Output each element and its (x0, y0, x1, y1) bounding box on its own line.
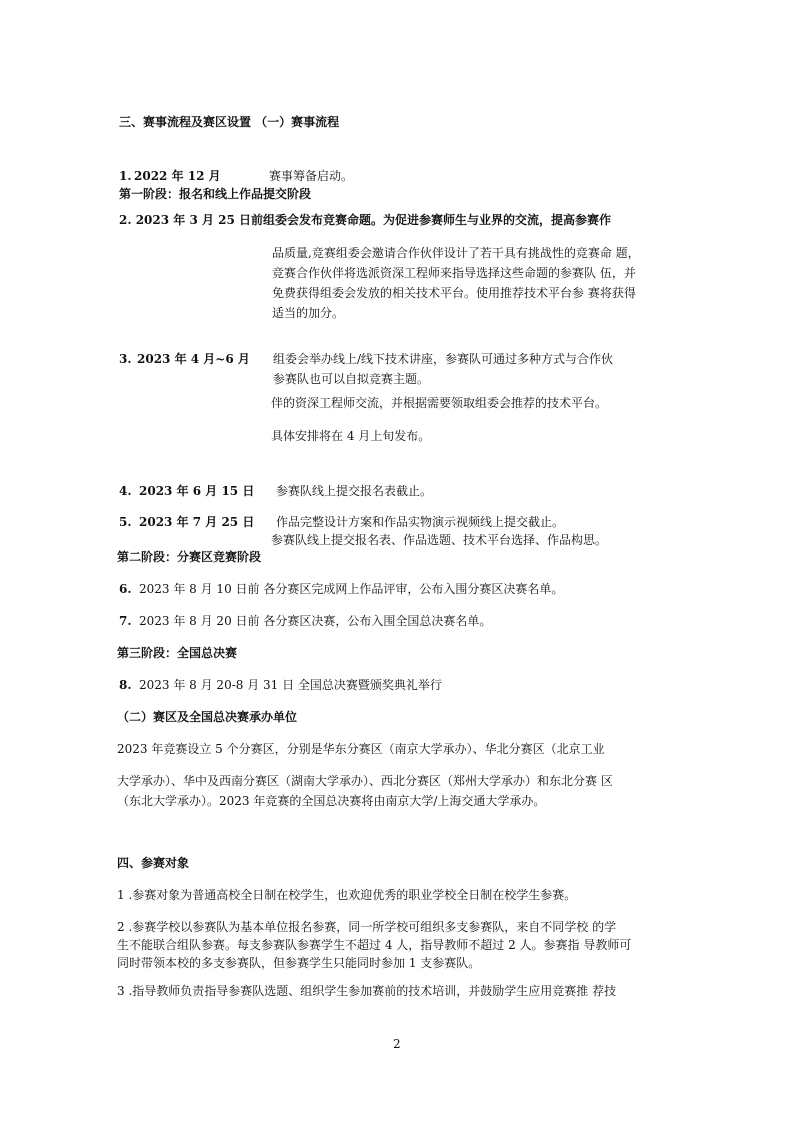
item-3-number: 3. (119, 352, 132, 366)
section-4-paragraph-3: 3 .指导教师负责指导参赛队选题、组织学生参加赛前的技术培训，并鼓励学生应用竞赛推 荐技 (117, 984, 617, 998)
item-5-line-2: 参赛队线上提交报名表、作品选题、技术平台选择、作品构思。 (271, 533, 608, 547)
item-4-number: 4. (119, 484, 132, 498)
item-5-number: 5. (119, 515, 132, 529)
stage-2-title: 第二阶段：分赛区竞赛阶段 (117, 550, 262, 564)
section-4-paragraph-2-line: 生不能联合组队参赛。每支参赛队参赛学生不超过 4 人，指导教师不超过 2 人。参赛指 导教师可 (117, 938, 632, 952)
section-4-paragraph-2-line: 2 .参赛学校以参赛队为基本单位报名参赛，同一所学校可组织多支参赛队，来自不同学校 的学 (117, 920, 617, 934)
item-4-date: 2023 年 6 月 15 日 (139, 484, 255, 498)
subsection-2-title: （二）赛区及全国总决赛承办单位 (117, 710, 298, 724)
item-1-date: 2022 年 12 月 (134, 169, 221, 183)
item-4-text: 参赛队线上提交报名表截止。 (276, 484, 433, 498)
item-2-line: 免费获得组委会发放的相关技术平台。使用推荐技术平台参 赛将获得 (272, 286, 636, 300)
stage-3-title: 第三阶段：全国总决赛 (117, 646, 238, 660)
section-3-heading: 三、赛事流程及赛区设置 （一）赛事流程 (119, 115, 340, 129)
item-7-number: 7. (119, 614, 132, 628)
section-4-heading: 四、参赛对象 (117, 856, 190, 870)
item-2-lead: 2. 2023 年 3 月 25 日前组委会发布竞赛命题。为促进参赛师生与业界的交流，提高参赛作 (119, 213, 612, 227)
item-5-date: 2023 年 7 月 25 日 (139, 515, 255, 529)
item-3-line-4: 具体安排将在 4 月上旬发布。 (271, 429, 431, 443)
item-3-date: 2023 年 4 月~6 月 (137, 352, 250, 366)
item-2-line: 适当的加分。 (272, 306, 345, 320)
item-6-text: 2023 年 8 月 10 日前 各分赛区完成网上作品评审，公布入围分赛区决赛名单。 (139, 582, 564, 596)
page-number: 2 (393, 1037, 401, 1051)
subsection-2-line-2: 大学承办）、华中及西南分赛区（湖南大学承办）、西北分赛区（郑州大学承办）和东北分赛 区 (117, 774, 613, 788)
item-3-line-2: 参赛队也可以自拟竞赛主题。 (273, 372, 430, 386)
item-2-body (272, 243, 640, 323)
item-5-text: 作品完整设计方案和作品实物演示视频线上提交截止。 (276, 515, 565, 529)
subsection-2-line-1: 2023 年竞赛设立 5 个分赛区，分别是华东分赛区（南京大学承办）、华北分赛区（北京工业 (117, 742, 605, 756)
item-3-line-1: 组委会举办线上/线下技术讲座，参赛队可通过多种方式与合作伙 (273, 352, 614, 366)
subsection-2-line-3: （东北大学承办）。2023 年竞赛的全国总决赛将由南京大学/上海交通大学承办。 (117, 794, 546, 808)
item-8-text: 2023 年 8 月 20-8 月 31 日 全国总决赛暨颁奖典礼举行 (139, 678, 442, 692)
item-2-line: 竞赛合作伙伴将选派资深工程师来指导选择这些命题的参赛队 伍，并 (272, 266, 636, 280)
stage-1-title: 第一阶段：报名和线上作品提交阶段 (119, 187, 312, 201)
section-4-paragraph-1: 1 .参赛对象为普通高校全日制在校学生，也欢迎优秀的职业学校全日制在校学生参赛。 (117, 888, 577, 902)
item-7-text: 2023 年 8 月 20 日前 各分赛区决赛，公布入围全国总决赛名单。 (139, 614, 492, 628)
item-6-number: 6. (119, 582, 132, 596)
item-8-number: 8. (119, 678, 132, 692)
item-1-number: 1. (119, 169, 132, 183)
item-3-line-3: 伴的资深工程师交流，并根据需要领取组委会推荐的技术平台。 (271, 396, 608, 410)
item-1-text: 赛事筹备启动。 (269, 169, 354, 183)
item-2-line: 品质量,竞赛组委会邀请合作伙伴设计了若干具有挑战性的竞赛命 题， (272, 246, 640, 260)
section-4-paragraph-2-line: 同时带领本校的多支参赛队，但参赛学生只能同时参加 1 支参赛队。 (117, 956, 481, 970)
